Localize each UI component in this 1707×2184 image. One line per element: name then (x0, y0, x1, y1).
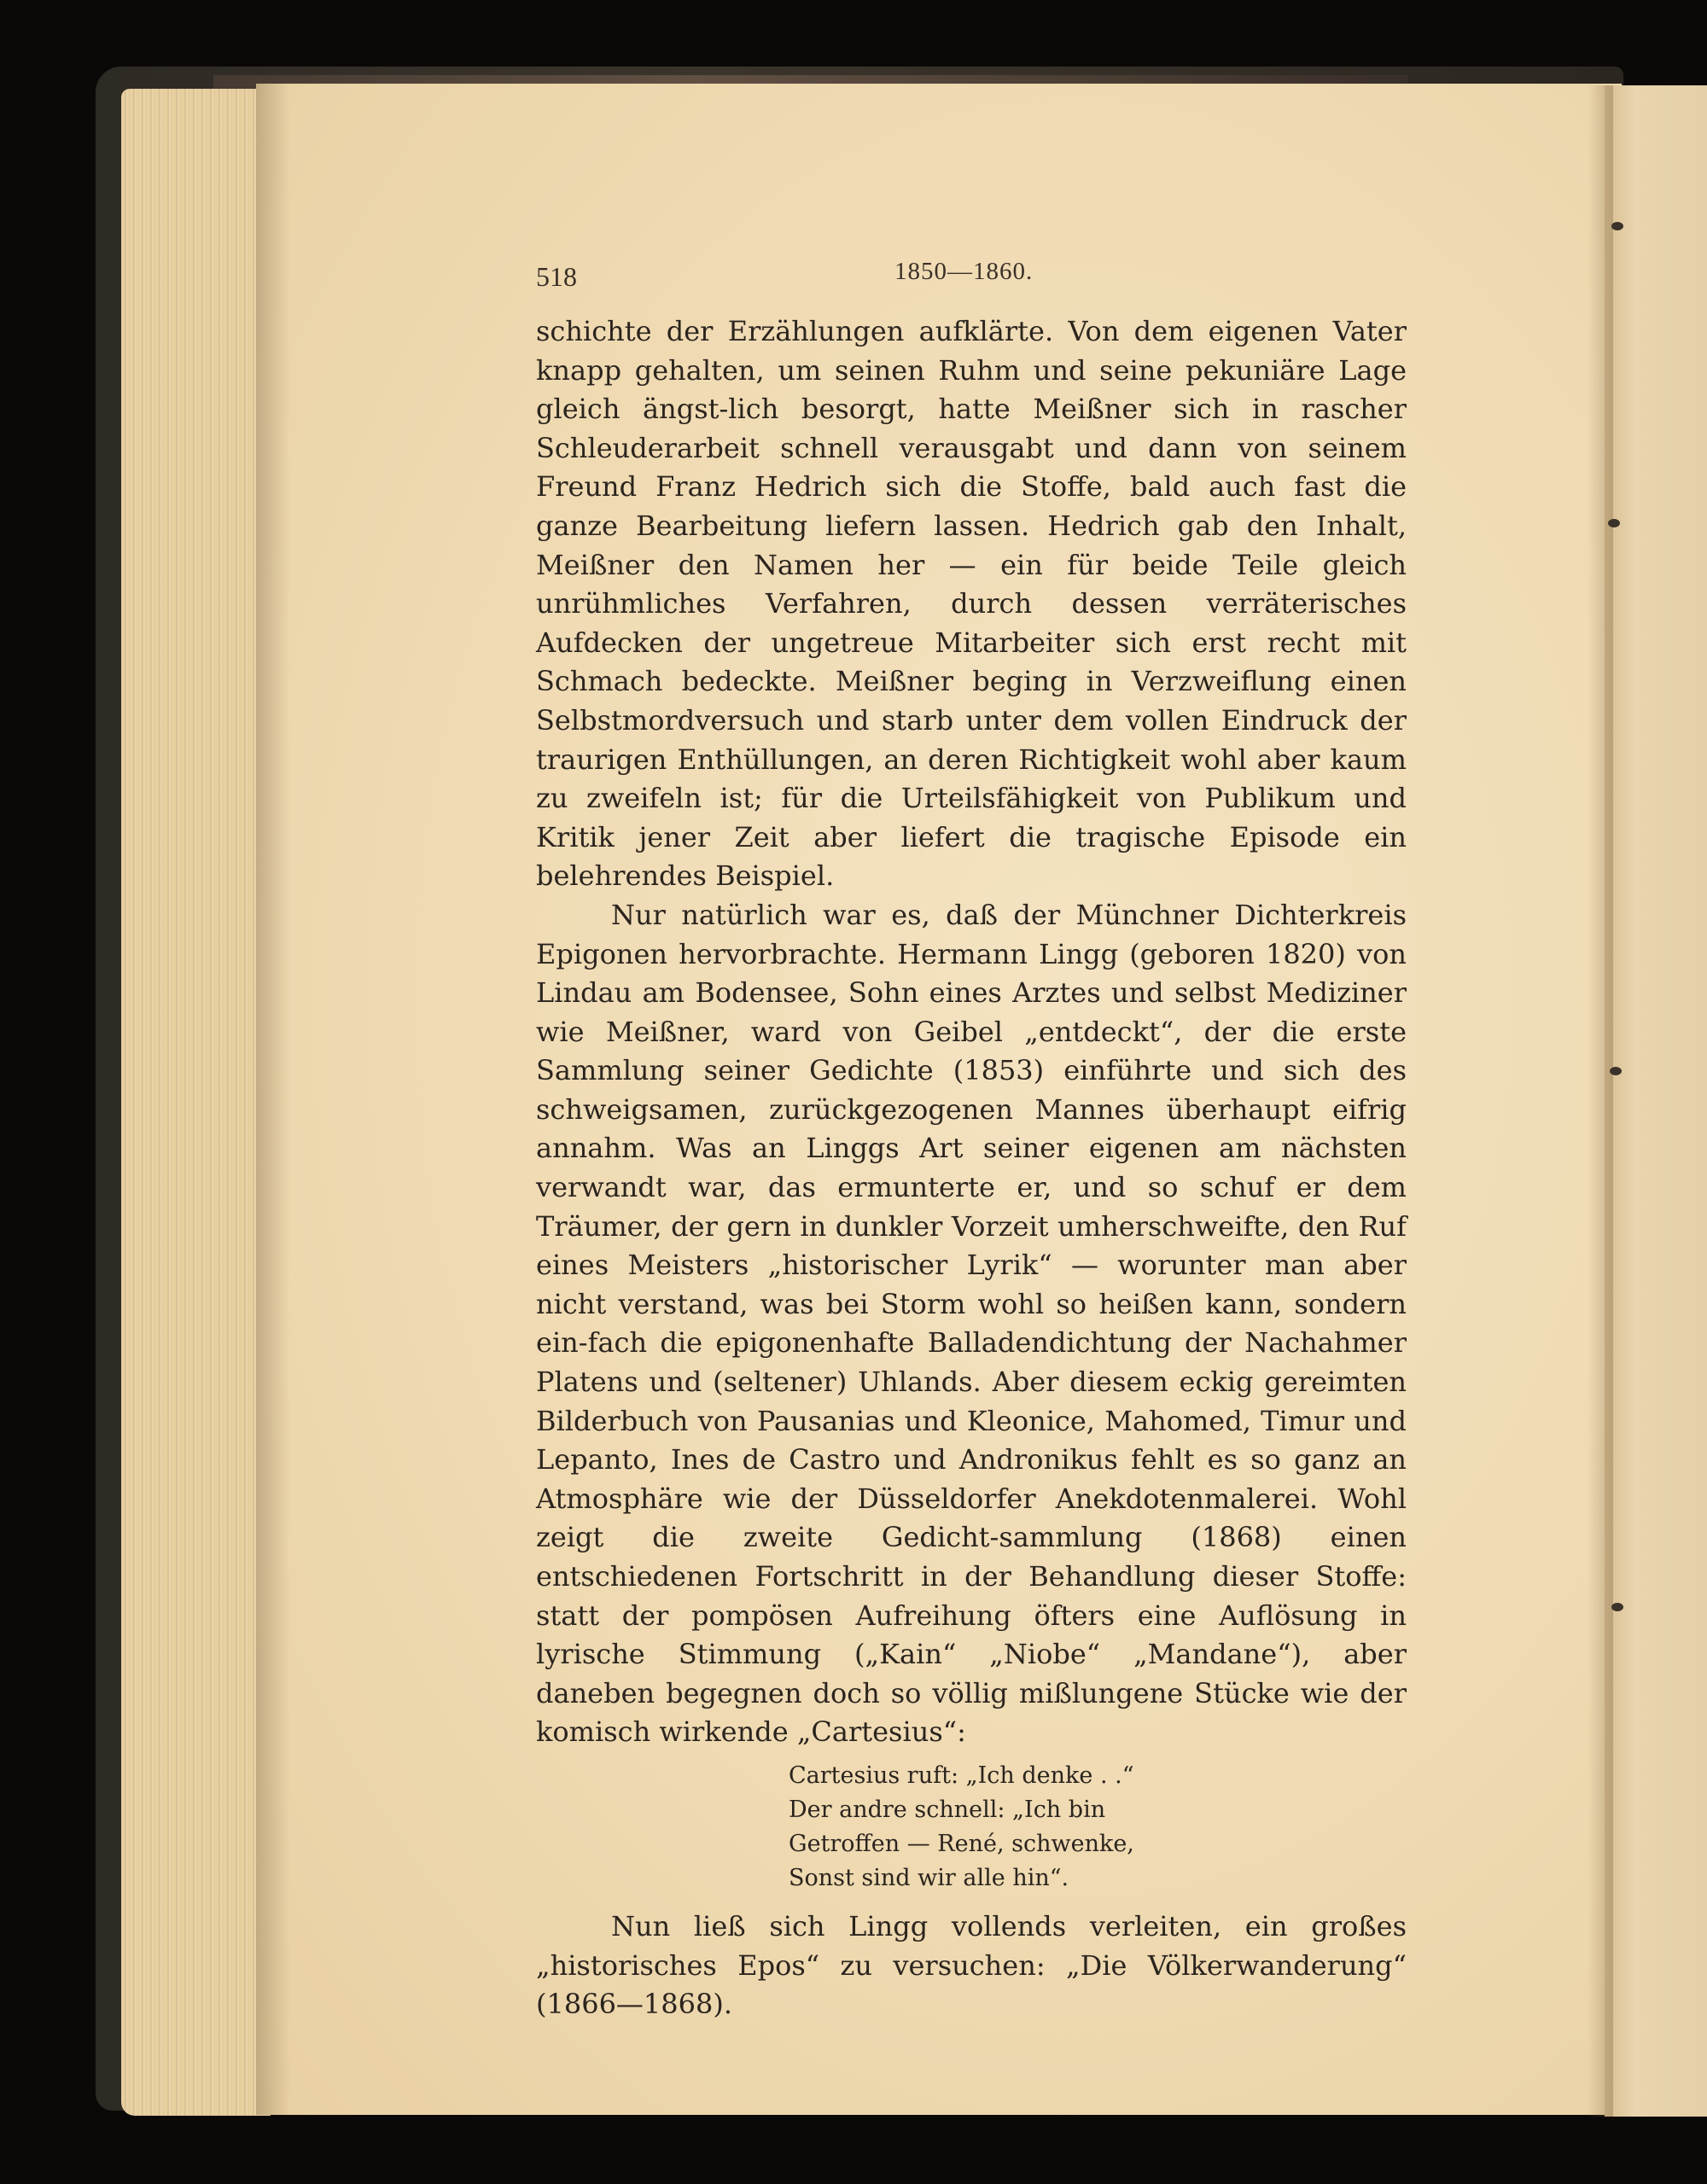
paragraph-3: Nun ließ sich Lingg vollends verleiten, ein großes „historisches Epos“ zu versuchen: „Die Völkerwanderung“ (1866—1868). (536, 1909, 1407, 2021)
verse-line: Getroffen — René, schwenke, (789, 1830, 1134, 1857)
verse-line: Der andre schnell: „Ich bin (789, 1796, 1106, 1823)
binding-hole (1608, 519, 1620, 527)
next-page-edge (1605, 85, 1707, 2117)
page-text (536, 253, 1407, 2024)
paragraph-2: Nur natürlich war es, daß der Münchner Dichterkreis Epigonen hervorbrachte. Hermann Lingg (geboren 1820) von Lindau am Bodensee, Sohn eines Arztes und selbst Mediziner wie Meißner, ward von Geibel „entdeckt“, der die erste Sammlung seiner Gedichte (1853) einführte und sich des schweigsamen, zurückgezogenen Mannes überhaupt eifrig annahm. Was an Linggs Art seiner eigenen am nächsten verwandt war, das ermunterte er, und so schuf er dem Träumer, der gern in dunkler Vorzeit umherschweifte, den Ruf eines Meisters „historischer Lyrik“ — worunter man aber nicht verstand, was bei Storm wohl so heißen kann, sondern ein-fach die epigonenhafte Balladendichtung der Nachahmer Platens und (seltener) Uhlands. Aber diesem eckig gereimten Bilderbuch von Pausanias und Kleonice, Mahomed, Timur und Lepanto, Ines de Castro und Andronikus fehlt es so ganz an Atmosphäre wie der Düsseldorfer Anekdotenmalerei. Wohl zeigt die zweite Gedicht-sammlung (1868) einen entschiedenen Fortschritt in der Behandlung dieser Stoffe: statt der pompösen Aufreihung öfters eine Auflösung in lyrische Stimmung („Kain“ „Niobe“ „Mandane“), aber daneben begegnen doch so völlig mißlungene Stücke wie der komisch wirkende „Cartesius“: (536, 898, 1407, 1749)
binding-hole (1611, 222, 1623, 230)
page-edges (121, 89, 271, 2116)
page-fold-shadow (1588, 85, 1613, 2117)
running-head (536, 253, 1407, 312)
binding-hole (1610, 1067, 1622, 1075)
verse-line: Cartesius ruft: „Ich denke . .“ (789, 1762, 1134, 1789)
verse-quote (789, 1759, 1407, 1896)
paragraph-1: schichte der Erzählungen aufklärte. Von dem eigenen Vater knapp gehalten, um seinen Ruhm und seine pekuniäre Lage gleich ängst-lich besorgt, hatte Meißner sich in rascher Schleuderarbeit schnell verausgabt und dann von seinem Freund Franz Hedrich sich die Stoffe, bald auch fast die ganze Bearbeitung liefern lassen. Hedrich gab den Inhalt, Meißner den Namen her — ein für beide Teile gleich unrühmliches Verfahren, durch dessen verräterisches Aufdecken der ungetreue Mitarbeiter sich erst recht mit Schmach bedeckte. Meißner beging in Verzweiflung einen Selbstmordversuch und starb unter dem vollen Eindruck der traurigen Enthüllungen, an deren Richtigkeit wohl aber kaum zu zweifeln ist; für die Urteilsfähigkeit von Publikum und Kritik jener Zeit aber liefert die tragische Episode ein belehrendes Beispiel. (536, 315, 1407, 893)
page-gutter-shadow (256, 84, 290, 2115)
page-number: 518 (536, 261, 577, 292)
running-title: 1850—1860. (894, 258, 1034, 285)
binding-hole (1611, 1603, 1623, 1611)
verse-line: Sonst sind wir alle hin“. (789, 1864, 1069, 1891)
